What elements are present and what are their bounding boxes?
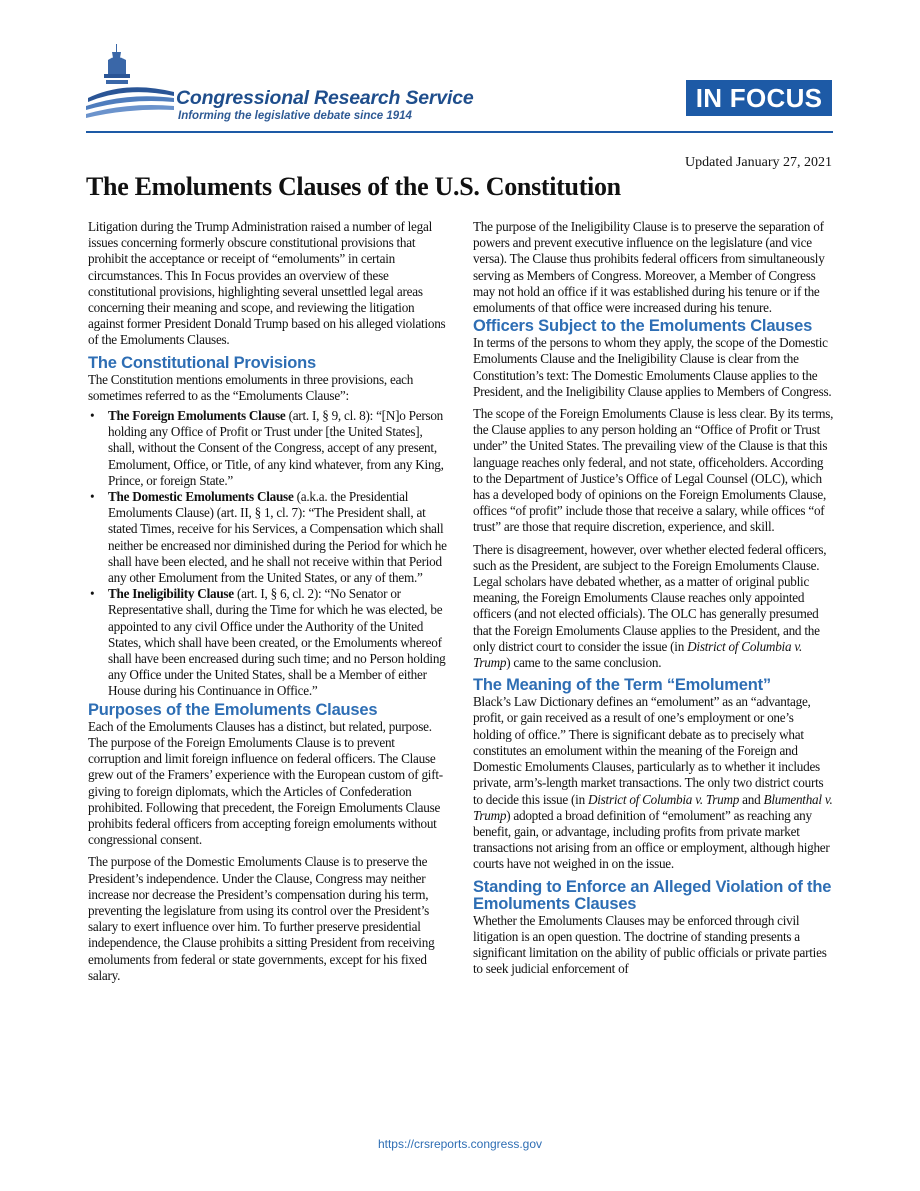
heading-officers: Officers Subject to the Emoluments Clauses xyxy=(473,317,813,336)
intro-paragraph: Litigation during the Trump Administration raised a number of legal issues concerning formerly obscure constitutional provisions that prohibit the acceptance or receipt of “emoluments” in certain circumstances. This In Focus provides an overview of these constitutional provisions, highlighting several unsettled legal areas concerning their meaning and scope, and reviewing the litigation against former President Donald Trump based on his alleged violations of the Emoluments Clauses. xyxy=(88,219,446,348)
in-focus-badge: IN FOCUS xyxy=(686,80,832,116)
ineligibility-paragraph: The purpose of the Ineligibility Clause is to preserve the separation of powers and prevent executive influence on the legislature (and vice versa). The Clause thus prohibits federal officers from simultaneously serving as Members of Congress. Moreover, a Member of Congress may not hold an office if it was established during his tenure or if the emoluments of that office were increased during his tenure. xyxy=(473,219,825,316)
clause-term: The Foreign Emoluments Clause xyxy=(108,408,286,424)
bullet-icon: • xyxy=(90,408,95,424)
meaning-text-a: Black’s Law Dictionary defines an “emolument” as an “advantage, profit, or gain received as a result of one’s employment or one’s holding of office.” There is significant debate as to precisely what constitutes an emolument within the meaning of the Foreign and Domestic Emoluments Clauses, particularly as to whether it includes private, arm’s-length market transactions. The only two district courts to decide this issue (in xyxy=(473,694,824,807)
heading-constitutional-provisions: The Constitutional Provisions xyxy=(88,353,316,372)
purposes-paragraph-2: The purpose of the Domestic Emoluments Clause is to preserve the President’s independence. Under the Clause, Congress may neither increase nor decrease the President’s compensation during his term, preventing the legislature from using its control over the President’s salary to exert influence over him. To further preserve presidential independence, the Clause prohibits a sitting President from receiving emoluments from federal or state governments, except for his fixed salary. xyxy=(88,854,435,983)
purposes-paragraph-1: Each of the Emoluments Clauses has a distinct, but related, purpose. The purpose of the Foreign Emoluments Clause is to prevent corruption and limit foreign influence on federal officers. The Clause grew out of the Framers’ experience with the European custom of gift-giving to foreign diplomats, which the Articles of Confederation prohibited. Following that precedent, the Foreign Emoluments Clause prohibits federal officers from accepting foreign emoluments without congressional consent. xyxy=(88,718,443,848)
provisions-list xyxy=(88,408,448,700)
officers-text-a: There is disagreement, however, over whether elected federal officers, such as the President, are subject to the Foreign Emoluments Clause. Legal scholars have debated whether, as a matter of original public meaning, the Foreign Emoluments Clause reaches only appointed officers (and not elected officials). The OLC has generally presumed that the Foreign Emoluments Clause applies to the President, and the only district court to consider the issue (in xyxy=(473,541,827,654)
heading-purposes: Purposes of the Emoluments Clauses xyxy=(88,700,378,719)
meaning-and: and xyxy=(739,791,764,807)
clause-text: (art. I, § 6, cl. 2): “No Senator or Representative shall, during the Time for which he was elected, be appointed to any civil Office under the Authority of the United States, which shall have been created, or the Emoluments whereof shall have been encreased during such time; and no Person holding any Office under the United States, shall be a Member of either House during his Continuance in Office.” xyxy=(108,586,446,699)
left-column xyxy=(88,219,448,990)
officers-text-b: ) came to the same conclusion. xyxy=(506,655,662,671)
clause-term: The Ineligibility Clause xyxy=(108,586,234,602)
clause-text: (a.k.a. the Presidential Emoluments Clause) (art. II, § 1, cl. 7): “The President shall, at stated Times, receive for his Services, a Compensation which shall neither be encreased nor diminished during the Period for which he shall have been elected, and he shall not receive within that Period any other Emolument from the United States, or any of them.” xyxy=(108,489,447,586)
meaning-text-b: ) adopted a broad definition of “emolument” as reaching any benefit, gain, or advantage, including profits from private market transactions not arising from an office or employment, although higher courts have not weighed in on the issue. xyxy=(473,807,830,872)
capitol-dome-logo xyxy=(86,40,176,126)
officers-paragraph-1: In terms of the persons to whom they apply, the scope of the Domestic Emoluments Clause and the Ineligibility Clause is clear from the Constitution’s text: The Domestic Emoluments Clause applies to the President, and the Ineligibility Clause applies to Members of Congress. xyxy=(473,335,832,399)
case-name: District of Columbia v. Trump xyxy=(587,791,740,807)
org-tagline: Informing the legislative debate since 1914 xyxy=(178,110,412,122)
bullet-icon: • xyxy=(90,586,95,602)
heading-meaning: The Meaning of the Term “Emolument” xyxy=(473,676,771,695)
footer-link[interactable]: https://crsreports.congress.gov xyxy=(377,1137,543,1151)
officers-paragraph-3 xyxy=(473,542,835,672)
meaning-paragraph xyxy=(473,694,835,872)
updated-date: Updated January 27, 2021 xyxy=(685,155,832,170)
clause-term: The Domestic Emoluments Clause xyxy=(108,489,294,505)
list-item xyxy=(88,586,448,699)
header-rule xyxy=(86,131,833,133)
case-name: Blumenthal v. Trump xyxy=(473,791,833,823)
list-item xyxy=(88,489,448,586)
list-item xyxy=(88,408,448,489)
officers-paragraph-2: The scope of the Foreign Emoluments Clause is less clear. By its terms, the Clause applies to any person holding an “Office of Profit or Trust under” the United States. The prevailing view of the Clause is that this language reaches only federal, and not state, officeholders. According to the Department of Justice’s Office of Legal Counsel (OLC), which has a developed body of opinions on the Foreign Emoluments Clause, offices “of profit” include those that receive a salary, while offices “of trust” are those that require discretion, experience, and skill. xyxy=(473,406,834,535)
right-column xyxy=(473,219,835,983)
bullet-icon: • xyxy=(90,489,95,505)
page-title: The Emoluments Clauses of the U.S. Constitution xyxy=(86,172,621,201)
standing-paragraph: Whether the Emoluments Clauses may be enforced through civil litigation is an open question. The doctrine of standing presents a significant limitation on the ability of public officials or private parties to seek judicial enforcement of xyxy=(473,912,827,977)
heading-standing: Standing to Enforce an Alleged Violation of the Emoluments Clauses xyxy=(473,877,832,913)
org-name: Congressional Research Service xyxy=(176,87,474,109)
case-name: District of Columbia v. Trump xyxy=(473,638,803,671)
constitutional-intro: The Constitution mentions emoluments in three provisions, each sometimes referred to as the “Emoluments Clause”: xyxy=(88,371,414,403)
clause-text: (art. I, § 9, cl. 8): “[N]o Person holding any Office of Profit or Trust under [the United States], shall, without the Consent of the Congress, accept of any present, Emolument, Office, or Title, of any kind whatever, from any King, Prince, or foreign State.” xyxy=(108,408,444,488)
report-header xyxy=(0,0,920,140)
